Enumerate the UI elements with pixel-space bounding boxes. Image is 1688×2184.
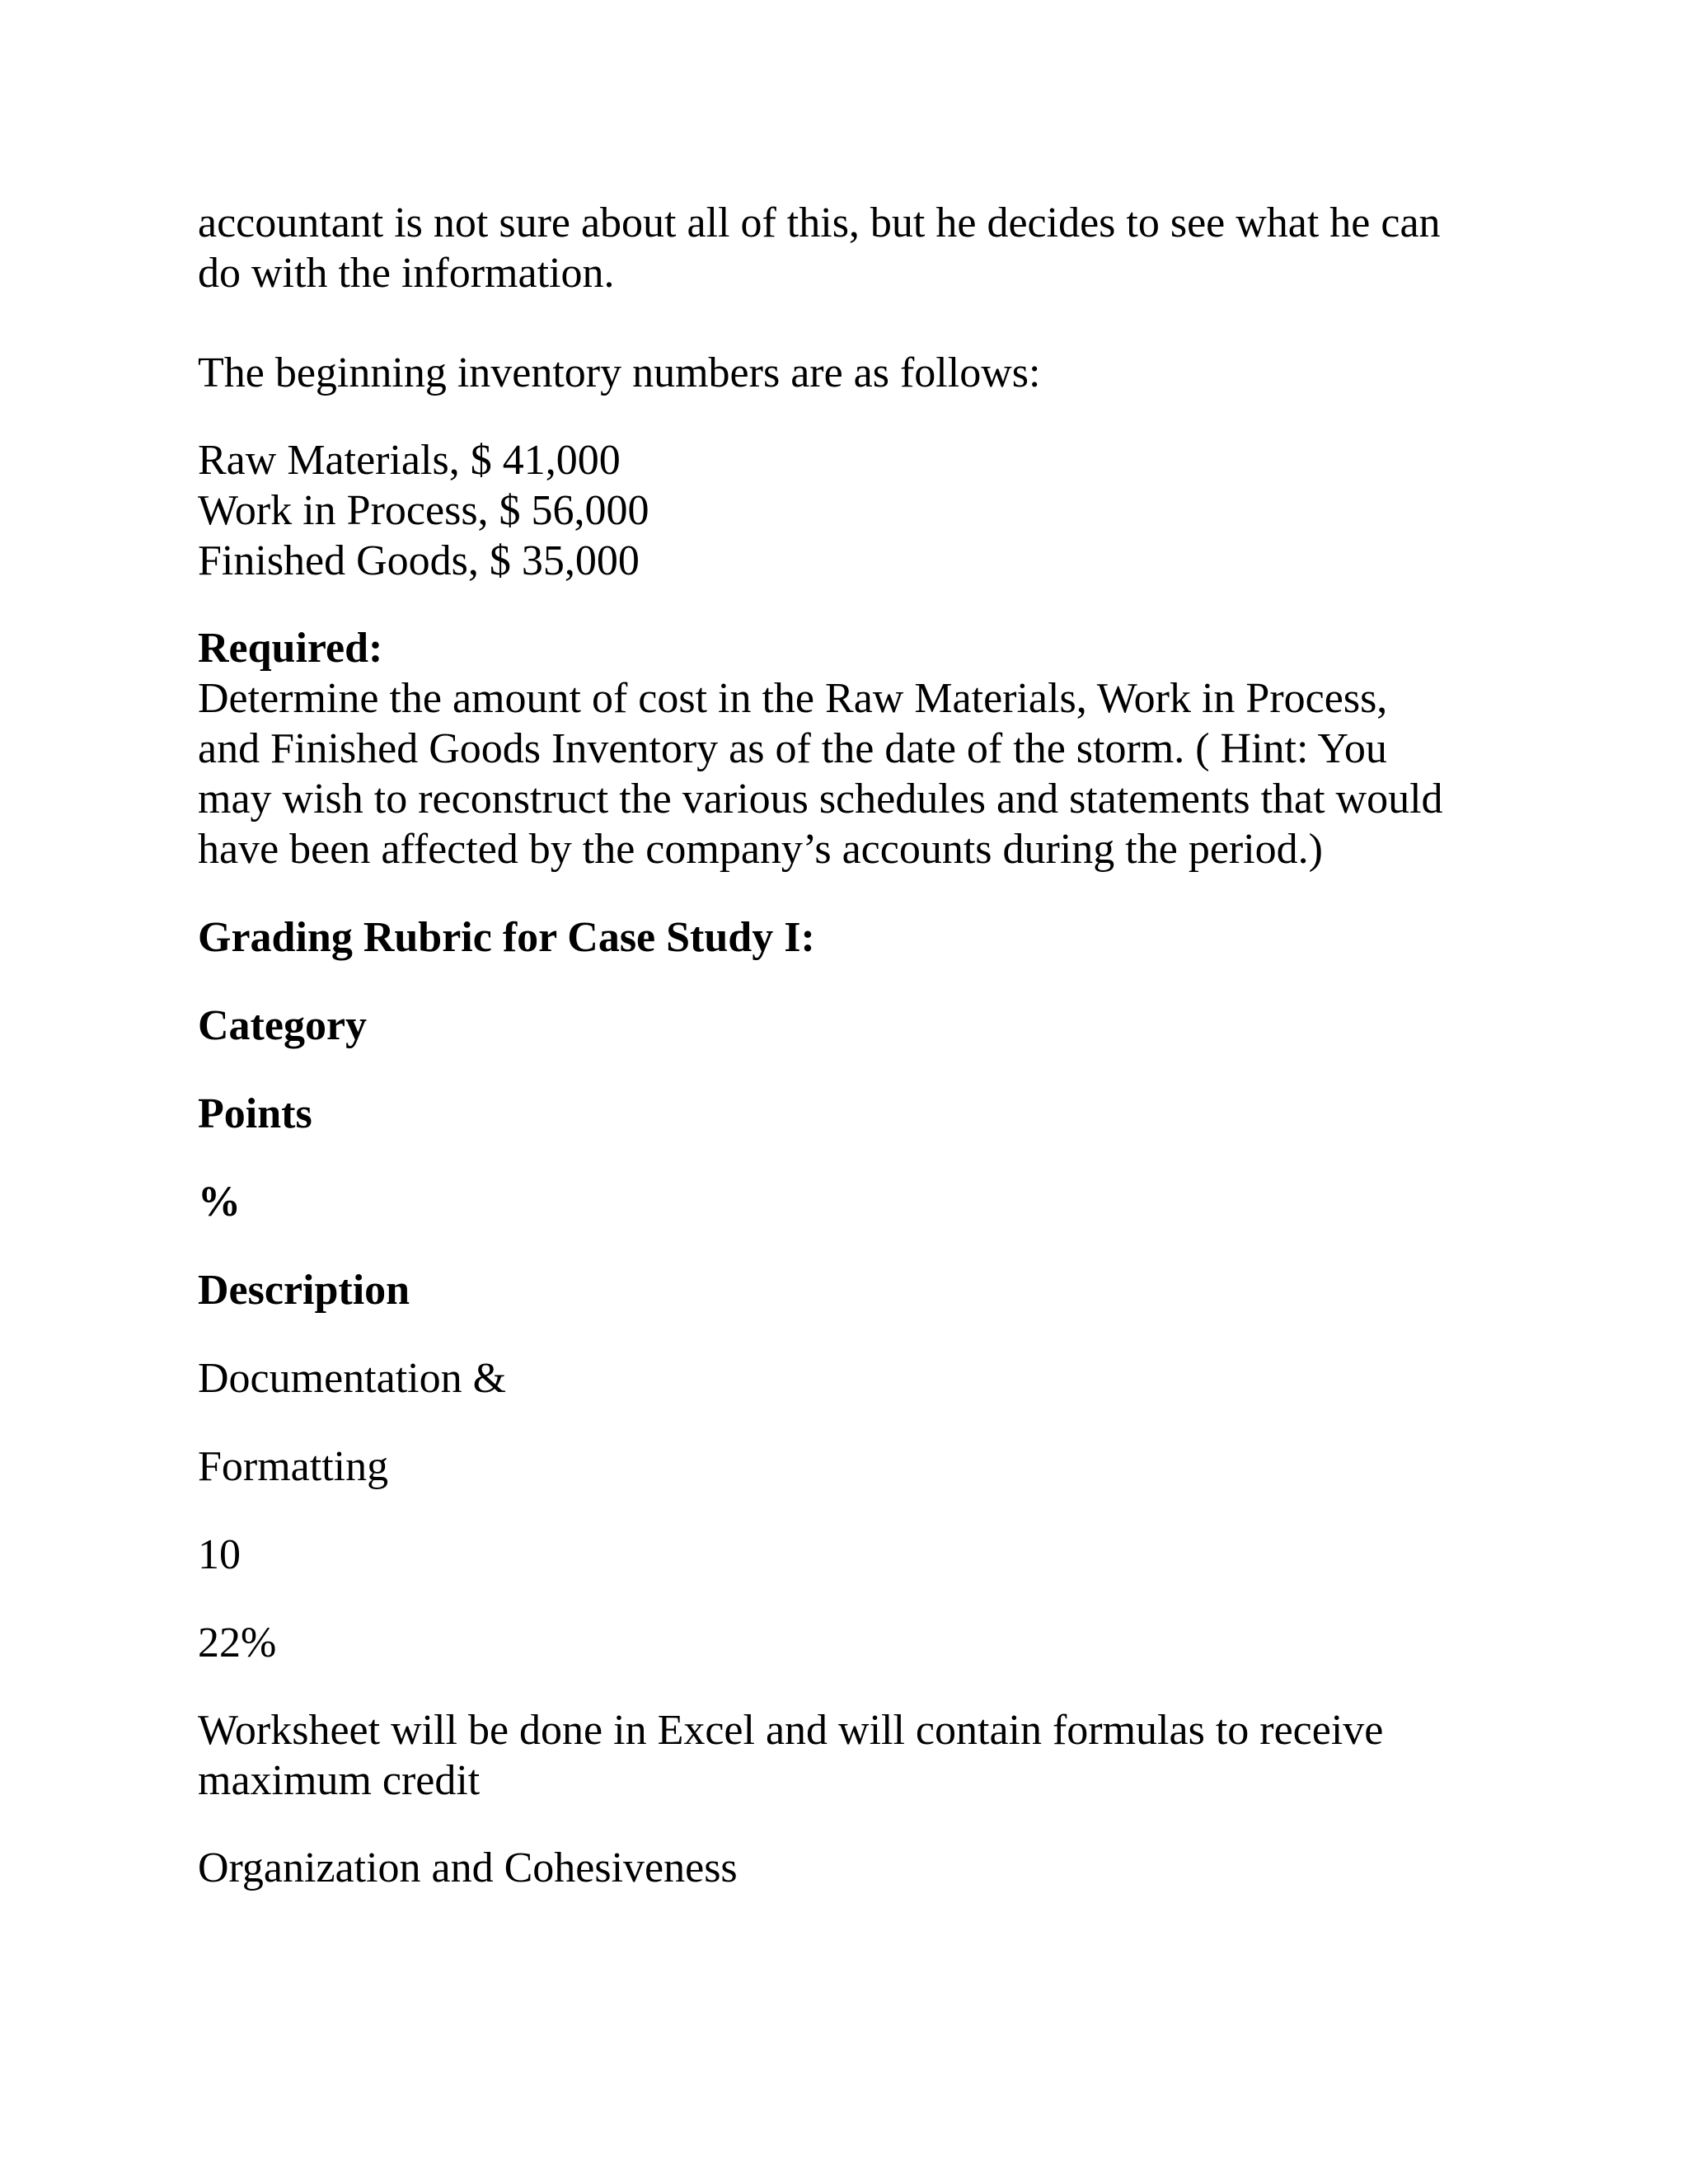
rubric-category-line-2: Formatting	[198, 1443, 389, 1490]
rubric-category-line-1: Documentation &	[198, 1355, 507, 1402]
required-line-1: Determine the amount of cost in the Raw Materials, Work in Process,	[198, 675, 1388, 722]
rubric-heading: Grading Rubric for Case Study I:	[198, 914, 815, 961]
required-line-3: may wish to reconstruct the various schedules and statements that would	[198, 776, 1443, 823]
rubric-percent-value: 22%	[198, 1619, 277, 1666]
rubric-column-description: Description	[198, 1267, 410, 1314]
rubric-column-points: Points	[198, 1090, 312, 1137]
intro-line-1: accountant is not sure about all of this, but he decides to see what he can	[198, 199, 1441, 246]
required-line-4: have been affected by the company’s accounts during the period.)	[198, 826, 1323, 873]
rubric-points-value: 10	[198, 1531, 241, 1578]
inventory-intro: The beginning inventory numbers are as follows:	[198, 349, 1041, 396]
required-heading: Required:	[198, 625, 383, 672]
rubric-next-category: Organization and Cohesiveness	[198, 1844, 738, 1891]
rubric-description-line-1: Worksheet will be done in Excel and will contain formulas to receive	[198, 1707, 1384, 1754]
rubric-column-category: Category	[198, 1002, 368, 1049]
inventory-work-in-process: Work in Process, $ 56,000	[198, 487, 649, 534]
inventory-finished-goods: Finished Goods, $ 35,000	[198, 537, 640, 584]
required-line-2: and Finished Goods Inventory as of the date of the storm. ( Hint: You	[198, 725, 1387, 772]
intro-line-2: do with the information.	[198, 250, 615, 297]
inventory-raw-materials: Raw Materials, $ 41,000	[198, 437, 621, 484]
rubric-description-line-2: maximum credit	[198, 1757, 481, 1804]
rubric-column-percent: %	[198, 1179, 241, 1226]
